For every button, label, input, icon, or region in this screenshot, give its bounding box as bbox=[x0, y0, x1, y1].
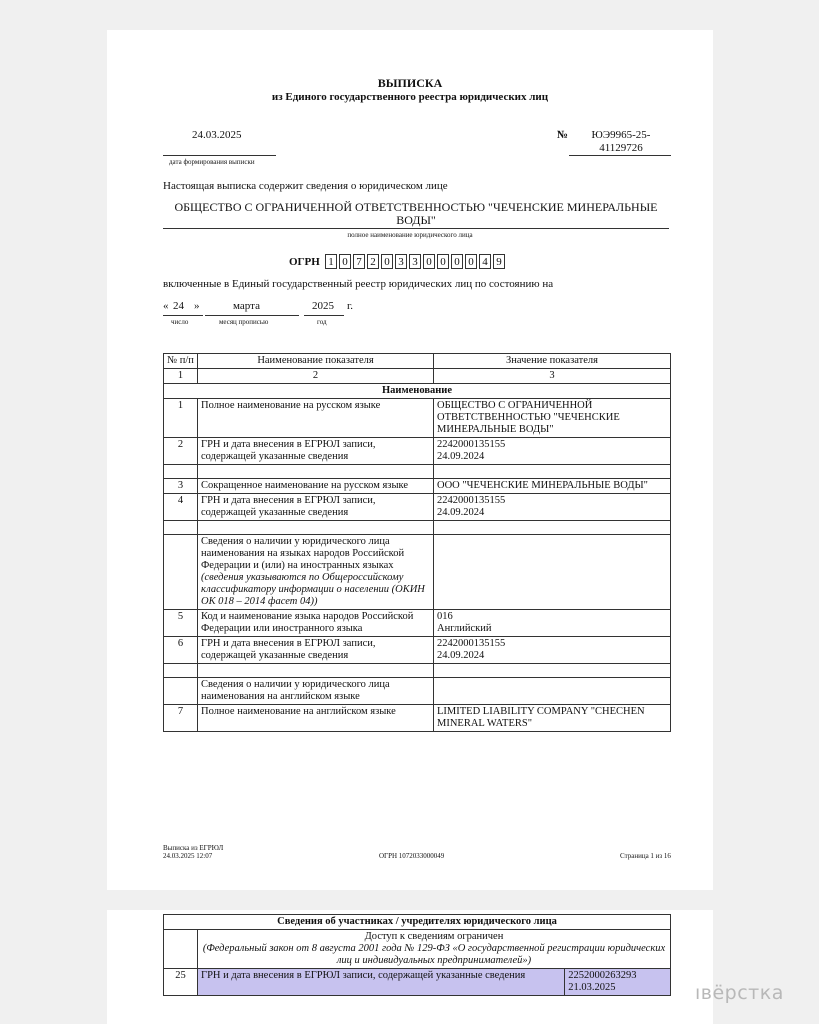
ogrn-digit: 3 bbox=[395, 254, 407, 269]
row-name: ГРН и дата внесения в ЕГРЮЛ записи, содержащей указанные сведения bbox=[198, 637, 434, 664]
table-row bbox=[164, 637, 671, 664]
state-year: 2025 bbox=[312, 300, 334, 312]
row-value bbox=[434, 438, 671, 465]
state-open-quote: « bbox=[163, 300, 169, 312]
extract-number: ЮЭ9965-25-41129726 bbox=[591, 129, 651, 154]
row-value bbox=[434, 637, 671, 664]
document-title: ВЫПИСКА bbox=[377, 76, 443, 90]
ogrn-digit-boxes bbox=[325, 254, 507, 269]
grn-date: 24.09.2024 bbox=[437, 650, 485, 661]
row-value bbox=[434, 535, 671, 610]
colnum: 2 bbox=[198, 369, 434, 384]
footer-left-line2: 24.03.2025 12:07 bbox=[163, 852, 213, 860]
day-underline bbox=[163, 315, 203, 316]
row-value: ОБЩЕСТВО С ОГРАНИЧЕННОЙ ОТВЕТСТВЕННОСТЬЮ "ЧЕЧЕНСКИЕ МИНЕРАЛЬНЫЕ ВОДЫ" bbox=[434, 399, 671, 438]
table-section-row bbox=[164, 915, 671, 930]
day-caption: число bbox=[171, 318, 189, 326]
included-text: включенные в Единый государственный реестр юридических лиц по состоянию на bbox=[163, 278, 554, 290]
restricted-note: (Федеральный закон от 8 августа 2001 года № 129-ФЗ «О государственной регистрации юридических лиц и индивидуальных предпринимателей») bbox=[202, 943, 666, 966]
document-page-1 bbox=[107, 30, 713, 890]
state-day: 24 bbox=[173, 300, 184, 312]
empty-row bbox=[164, 521, 671, 535]
year-underline bbox=[304, 315, 344, 316]
ogrn-digit: 4 bbox=[479, 254, 491, 269]
footer-left bbox=[163, 844, 223, 860]
restricted-title: Доступ к сведениям ограничен bbox=[364, 931, 504, 942]
row-number: 25 bbox=[164, 969, 198, 996]
colnum: 1 bbox=[164, 369, 198, 384]
lang-code: 016 bbox=[437, 611, 453, 622]
row-name: Полное наименование на английском языке bbox=[198, 705, 434, 732]
ogrn-digit: 0 bbox=[451, 254, 463, 269]
row-number: 4 bbox=[164, 494, 198, 521]
section-title: Сведения об участниках / учредителях юридического лица bbox=[164, 915, 671, 930]
section-title: Наименование bbox=[164, 384, 671, 399]
row-number: 6 bbox=[164, 637, 198, 664]
register-table-page2 bbox=[163, 914, 671, 996]
ogrn-digit: 0 bbox=[423, 254, 435, 269]
row-number: 5 bbox=[164, 610, 198, 637]
date-caption: дата формирования выписки bbox=[169, 158, 255, 166]
table-section-row bbox=[164, 384, 671, 399]
state-close-quote: » bbox=[194, 300, 200, 312]
row-number: 7 bbox=[164, 705, 198, 732]
state-month: марта bbox=[233, 300, 260, 312]
lang-name: Английский bbox=[437, 623, 492, 634]
ogrn-label: ОГРН bbox=[289, 256, 320, 268]
row-number: 1 bbox=[164, 399, 198, 438]
grn-value: 2242000135155 bbox=[437, 439, 506, 450]
header-indicator: Наименование показателя bbox=[198, 354, 434, 369]
row-value bbox=[434, 494, 671, 521]
row-name bbox=[198, 535, 434, 610]
row-value bbox=[565, 969, 671, 996]
footer-page-number: Страница 1 из 16 bbox=[620, 852, 671, 860]
row-value: ООО "ЧЕЧЕНСКИЕ МИНЕРАЛЬНЫЕ ВОДЫ" bbox=[434, 479, 671, 494]
empty-row bbox=[164, 465, 671, 479]
ogrn-digit: 0 bbox=[339, 254, 351, 269]
grn-date: 21.03.2025 bbox=[568, 982, 616, 993]
intro-text: Настоящая выписка содержит сведения о юридическом лице bbox=[163, 180, 448, 192]
row-name: ГРН и дата внесения в ЕГРЮЛ записи, содержащей указанные сведения bbox=[198, 494, 434, 521]
ogrn-digit: 7 bbox=[353, 254, 365, 269]
table-row bbox=[164, 399, 671, 438]
grn-value: 2242000135155 bbox=[437, 495, 506, 506]
table-header-row bbox=[164, 354, 671, 369]
row-number bbox=[164, 678, 198, 705]
grn-value: 2252000263293 bbox=[568, 970, 637, 981]
org-name-underline bbox=[163, 228, 669, 229]
row-value: LIMITED LIABILITY COMPANY "CHECHEN MINERAL WATERS" bbox=[434, 705, 671, 732]
table-row bbox=[164, 610, 671, 637]
number-underline bbox=[569, 155, 671, 156]
footer-ogrn: ОГРН 1072033000049 bbox=[379, 852, 445, 860]
state-year-suffix: г. bbox=[347, 300, 354, 312]
row-name: Сведения о наличии у юридического лица наименования на английском языке bbox=[198, 678, 434, 705]
lang-info-note: (сведения указываются по Общероссийскому классификатору информации о населении (ОКИН ОК 018 – 2014 фасет 04)) bbox=[201, 572, 425, 607]
document-page-2-fragment bbox=[107, 910, 713, 1024]
document-subtitle: из Единого государственного реестра юридических лиц bbox=[271, 91, 549, 103]
empty-row bbox=[164, 664, 671, 678]
row-value bbox=[434, 610, 671, 637]
ogrn-digit: 3 bbox=[409, 254, 421, 269]
table-row bbox=[164, 930, 671, 969]
grn-value: 2242000135155 bbox=[437, 638, 506, 649]
ogrn-digit: 9 bbox=[493, 254, 505, 269]
row-name: ГРН и дата внесения в ЕГРЮЛ записи, содержащей указанные сведения bbox=[198, 438, 434, 465]
row-value bbox=[434, 678, 671, 705]
verstka-watermark-logo: ıвёрстка bbox=[695, 982, 784, 1004]
table-row bbox=[164, 438, 671, 465]
row-name: ГРН и дата внесения в ЕГРЮЛ записи, содержащей указанные сведения bbox=[198, 969, 565, 996]
row-number: 3 bbox=[164, 479, 198, 494]
row-number bbox=[164, 930, 198, 969]
table-row bbox=[164, 479, 671, 494]
ogrn-digit: 0 bbox=[437, 254, 449, 269]
header-value: Значение показателя bbox=[434, 354, 671, 369]
row-number: 2 bbox=[164, 438, 198, 465]
org-name-caption: полное наименование юридического лица bbox=[347, 231, 473, 239]
table-row bbox=[164, 678, 671, 705]
row-name: Полное наименование на русском языке bbox=[198, 399, 434, 438]
month-underline bbox=[205, 315, 299, 316]
ogrn-digit: 0 bbox=[381, 254, 393, 269]
table-row bbox=[164, 705, 671, 732]
year-caption: год bbox=[317, 318, 327, 326]
lang-info: Сведения о наличии у юридического лица наименования на языках народов Российской Федерации и (или) на иностранных языках bbox=[201, 536, 405, 571]
ogrn-digit: 2 bbox=[367, 254, 379, 269]
table-row bbox=[164, 535, 671, 610]
header-number: № п/п bbox=[164, 354, 198, 369]
table-row-highlighted bbox=[164, 969, 671, 996]
number-sign: № bbox=[557, 129, 569, 141]
month-caption: месяц прописью bbox=[219, 318, 269, 326]
table-row bbox=[164, 494, 671, 521]
ogrn-digit: 1 bbox=[325, 254, 337, 269]
footer-left-line1: Выписка из ЕГРЮЛ bbox=[163, 844, 224, 852]
table-colnum-row bbox=[164, 369, 671, 384]
row-name: Сокращенное наименование на русском языке bbox=[198, 479, 434, 494]
grn-date: 24.09.2024 bbox=[437, 507, 485, 518]
grn-date: 24.09.2024 bbox=[437, 451, 485, 462]
row-number bbox=[164, 535, 198, 610]
row-name: Код и наименование языка народов Российской Федерации или иностранного языка bbox=[198, 610, 434, 637]
restricted-notice bbox=[198, 930, 671, 969]
register-table bbox=[163, 353, 671, 732]
ogrn-digit: 0 bbox=[465, 254, 477, 269]
extract-date: 24.03.2025 bbox=[192, 129, 242, 141]
org-full-name: ОБЩЕСТВО С ОГРАНИЧЕННОЙ ОТВЕТСТВЕННОСТЬЮ "ЧЕЧЕНСКИЕ МИНЕРАЛЬНЫЕ ВОДЫ" bbox=[174, 200, 658, 227]
date-underline bbox=[163, 155, 276, 156]
colnum: 3 bbox=[434, 369, 671, 384]
